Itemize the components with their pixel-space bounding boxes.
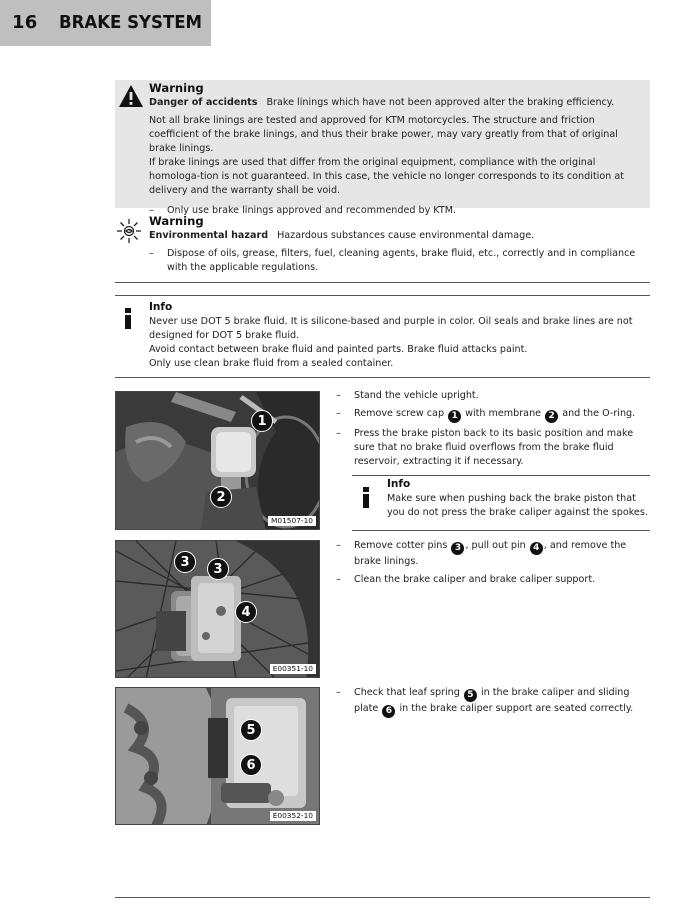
info-icon — [117, 304, 139, 332]
warning-triangle-icon — [118, 84, 144, 108]
warning-list-item: – Dispose of oils, grease, filters, fuel, cleaning agents, brake fluid, etc., correctly and in compliance with the applicable regulations. — [149, 247, 649, 275]
info-content — [387, 477, 650, 520]
reservoir-image — [116, 392, 320, 530]
steps-section-2 — [336, 539, 654, 591]
info-box-brake-fluid — [149, 300, 649, 371]
warning-subheading — [149, 229, 649, 243]
warning-list-item: – Only use brake linings approved and recommended by KTM. — [149, 204, 642, 218]
photo-label: E00352-10 — [270, 811, 316, 821]
warning-box-accidents — [115, 80, 650, 216]
info-line: Make sure when pushing back the brake piston that you do not press the brake caliper against the spokes. — [387, 493, 648, 518]
environment-warning — [149, 214, 649, 275]
step-item: – Clean the brake caliper and brake caliper support. — [336, 573, 654, 587]
warning-heading: Warning — [149, 81, 204, 95]
danger-label: Danger of accidents — [149, 97, 258, 108]
caliper-support-image — [116, 688, 320, 825]
number-badge: 2 — [545, 410, 558, 423]
divider — [352, 475, 650, 476]
photo-caliper-pins — [115, 540, 320, 678]
info-line: Only use clean brake fluid from a sealed container. — [149, 358, 394, 369]
steps-section-1 — [336, 389, 654, 473]
photo-brake-reservoir — [115, 391, 320, 530]
info-heading: Info — [149, 301, 173, 313]
info-heading: Info — [387, 478, 411, 490]
callout-2: 2 — [210, 486, 232, 508]
chapter-number: 16 — [12, 12, 38, 33]
step-text: with membrane — [465, 408, 542, 419]
number-badge: 3 — [451, 542, 464, 555]
chapter-title: BRAKE SYSTEM — [59, 12, 203, 33]
info-box-piston — [352, 477, 650, 520]
footer-divider — [115, 897, 650, 898]
info-line: Never use DOT 5 brake fluid. It is silicone-based and purple in color. Oil seals and brake lines are not designed for DOT 5 brake fluid. — [149, 316, 633, 341]
step-text: Check that leaf spring — [354, 687, 460, 698]
environment-hazard-icon — [116, 218, 142, 244]
number-badge: 6 — [382, 705, 395, 718]
step-item: – Press the brake piston back to its basic position and make sure that no brake fluid overflows from the brake fluid reservoir, extracting it if necessary. — [336, 427, 654, 469]
number-badge: 1 — [448, 410, 461, 423]
callout-6: 6 — [240, 754, 262, 776]
step-text: Remove screw cap — [354, 408, 445, 419]
step-item — [336, 686, 654, 718]
warning-content — [149, 81, 642, 218]
step-text: in the brake caliper and sliding plate — [354, 687, 630, 714]
hazard-label: Environmental hazard — [149, 230, 269, 241]
number-badge: 5 — [464, 689, 477, 702]
step-item — [336, 407, 654, 423]
danger-text: Brake linings which have not been approved alter the braking efficiency. — [266, 97, 615, 108]
warning-paragraph: If brake linings are used that differ from the original equipment, compliance with the original homologa-tion is not guaranteed. In this case, the vehicle no longer corresponds to its condition at delivery and the warranty shall be void. — [149, 157, 624, 196]
divider — [115, 295, 650, 296]
divider — [115, 377, 650, 378]
callout-3: 3 — [174, 551, 196, 573]
warning-subheading — [149, 96, 642, 110]
steps-section-3 — [336, 686, 654, 722]
warning-paragraph: Not all brake linings are tested and approved for KTM motorcycles. The structure and friction coefficient of the brake linings, and thus their brake power, may vary greatly from that of original brake linings. — [149, 115, 618, 154]
photo-leaf-spring — [115, 687, 320, 825]
callout-1: 1 — [251, 410, 273, 432]
chapter-header — [0, 0, 211, 46]
callout-3: 3 — [207, 558, 229, 580]
callout-4: 4 — [235, 601, 257, 623]
divider — [115, 282, 650, 283]
info-line: Avoid contact between brake fluid and painted parts. Brake fluid attacks paint. — [149, 344, 528, 355]
divider — [352, 530, 650, 531]
step-item — [336, 539, 654, 569]
number-badge: 4 — [530, 542, 543, 555]
hazard-text: Hazardous substances cause environmental damage. — [277, 230, 535, 241]
step-text: , pull out pin — [465, 540, 526, 551]
step-text: Remove cotter pins — [354, 540, 448, 551]
photo-label: E00351-10 — [270, 664, 316, 674]
step-text: , and remove the brake linings. — [354, 540, 627, 567]
callout-5: 5 — [240, 719, 262, 741]
step-text: in the brake caliper support are seated correctly. — [399, 703, 634, 714]
step-text: and the O-ring. — [562, 408, 636, 419]
photo-label: M01507-10 — [268, 516, 316, 526]
step-item: – Stand the vehicle upright. — [336, 389, 654, 403]
warning-heading: Warning — [149, 214, 204, 228]
